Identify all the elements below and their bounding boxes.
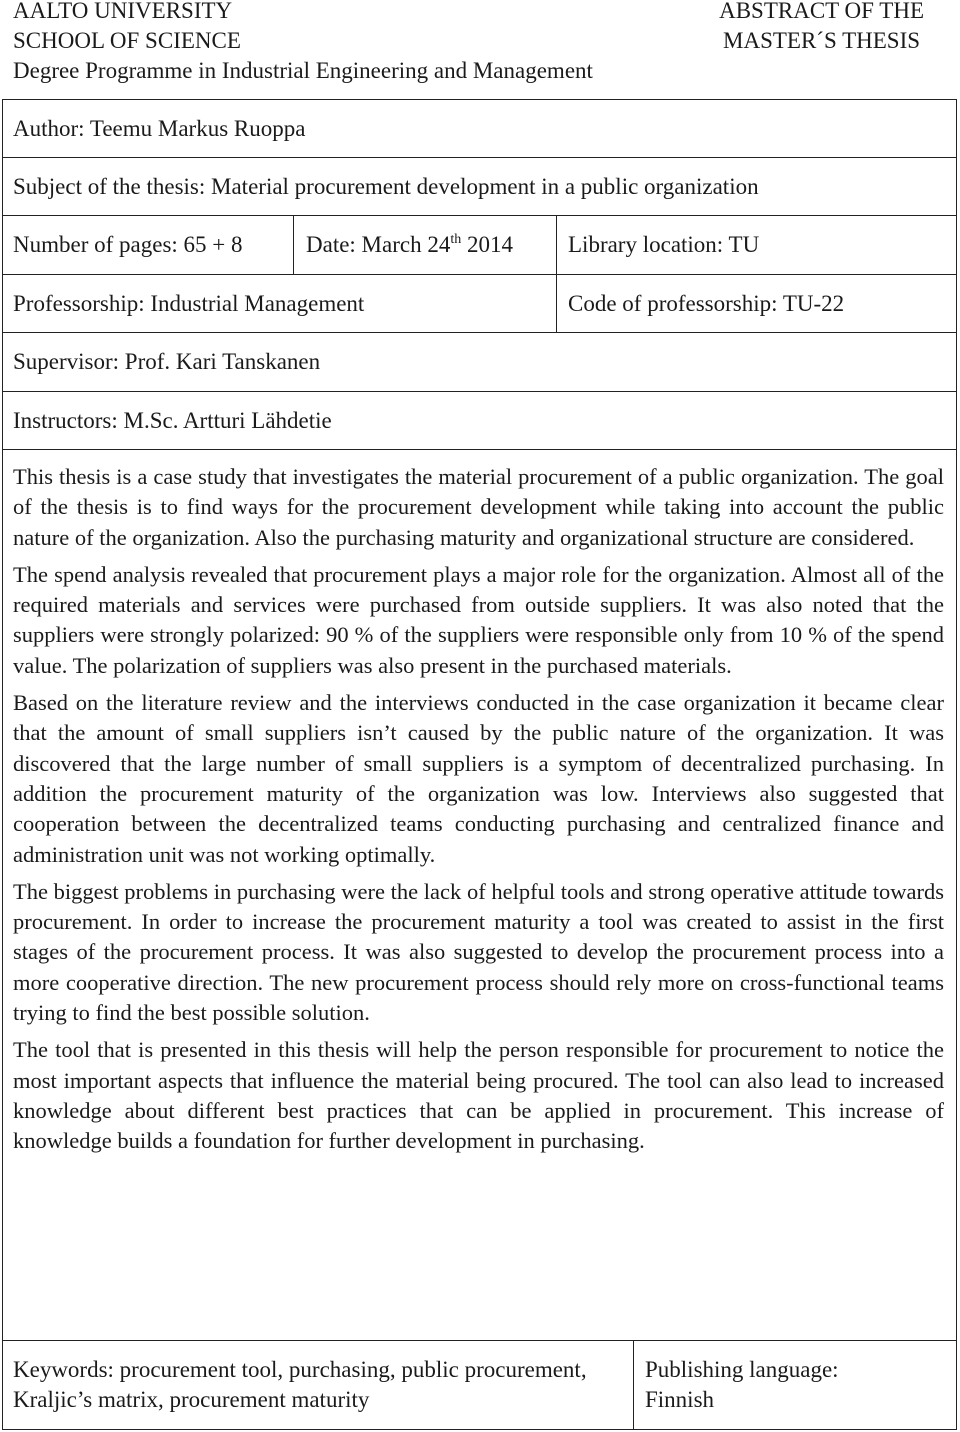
abstract-paragraph: The tool that is presented in this thesis will help the person responsible for procurement to notice the most important aspects that influence the material being procured. The tool can also lead to increased knowledge about different best practices that can be applied in procurement. This increase of knowledge builds a foundation for further development in purchasing. xyxy=(13,1037,944,1154)
col-divider xyxy=(293,215,294,274)
header-right xyxy=(719,0,924,56)
pages-field: Number of pages: 65 + 8 xyxy=(13,232,243,257)
publishing-language-value: Finnish xyxy=(645,1387,715,1412)
author-field: Author: Teemu Markus Ruoppa xyxy=(13,116,306,141)
row-divider xyxy=(2,332,957,333)
doc-type-line1: ABSTRACT OF THE xyxy=(719,0,924,23)
col-divider xyxy=(633,1340,634,1430)
abstract-paragraph: The biggest problems in purchasing were the lack of helpful tools and strong operative attitude towards procurement. In order to increase the procurement maturity a tool was created to assist in the first stages of the procurement process. It was also suggested to develop the procurement process into a more cooperative direction. The new procurement process should rely more on cross-functional teams trying to find the best possible solution. xyxy=(13,878,944,1026)
subject-field: Subject of the thesis: Material procurement development in a public organization xyxy=(13,174,759,199)
row-divider xyxy=(2,391,957,392)
row-divider xyxy=(2,449,957,450)
abstract-body xyxy=(13,462,944,1164)
header-left xyxy=(13,0,593,86)
library-field: Library location: TU xyxy=(568,232,760,257)
degree-programme: Degree Programme in Industrial Engineering and Management xyxy=(13,58,593,83)
date-year: 2014 xyxy=(461,232,513,257)
row-divider xyxy=(2,157,957,158)
row-divider xyxy=(2,1340,957,1341)
publishing-language-label: Publishing language: xyxy=(645,1357,839,1382)
date-superscript: th xyxy=(450,232,462,247)
school-name: SCHOOL OF SCIENCE xyxy=(13,28,241,53)
university-name: AALTO UNIVERSITY xyxy=(13,0,233,23)
supervisor-field: Supervisor: Prof. Kari Tanskanen xyxy=(13,349,321,374)
date-prefix: Date: March 24 xyxy=(306,232,451,257)
abstract-paragraph: Based on the literature review and the interviews conducted in the case organization it became clear that the amount of small suppliers isn’t caused by the public nature of the organization. It was discovered that the large number of small suppliers is a symptom of decentralized purchasing. In addition the procurement maturity of the organization was low. Interviews also suggested that cooperation between the decentralized teams conducting purchasing and centralized finance and administration unit was not working optimally. xyxy=(13,690,944,867)
row-divider xyxy=(2,215,957,216)
professorship-code-field: Code of professorship: TU-22 xyxy=(568,291,845,316)
publishing-language-field xyxy=(645,1355,945,1415)
doc-type-line2: MASTER´S THESIS xyxy=(723,28,921,53)
col-divider xyxy=(556,215,557,332)
professorship-field: Professorship: Industrial Management xyxy=(13,291,365,316)
date-field xyxy=(306,230,513,264)
abstract-paragraph: This thesis is a case study that investigates the material procurement of a public organization. The goal of the thesis is to find ways for the procurement development while taking into account the public nature of the organization. Also the purchasing maturity and organizational structure are considered. xyxy=(13,464,944,550)
instructors-field: Instructors: M.Sc. Artturi Lähdetie xyxy=(13,408,332,433)
keywords-field: Keywords: procurement tool, purchasing, public procurement, Kraljic’s matrix, procurement maturity xyxy=(13,1357,587,1412)
row-divider xyxy=(2,274,957,275)
abstract-paragraph: The spend analysis revealed that procurement plays a major role for the organization. Almost all of the required materials and services were purchased from outside suppliers. It was also noted that the suppliers were strongly polarized: 90 % of the suppliers were responsible only from 10 % of the spend value. The polarization of suppliers was also present in the purchased materials. xyxy=(13,561,944,678)
